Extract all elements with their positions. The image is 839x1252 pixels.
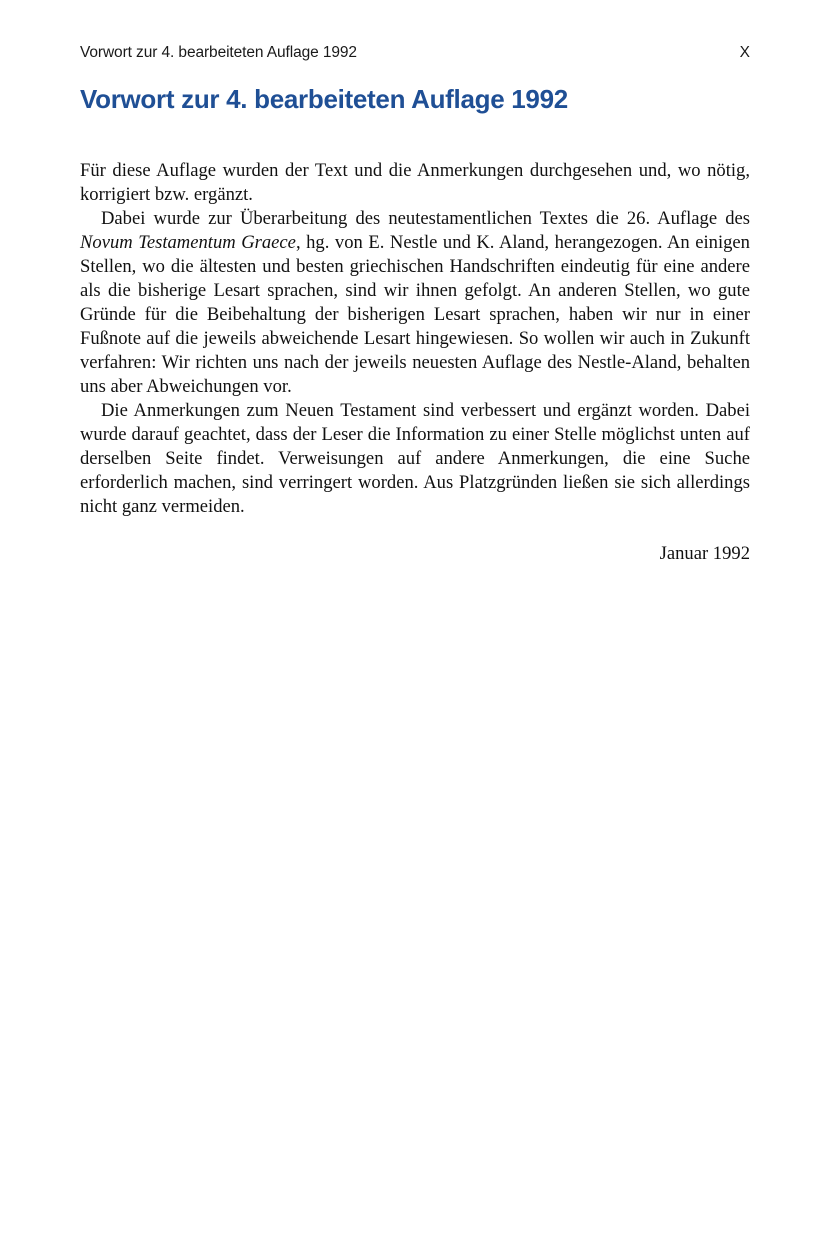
- running-head-title: Vorwort zur 4. bearbeiteten Auflage 1992: [80, 44, 357, 61]
- paragraph-1: Für diese Auflage wurden der Text und die Anmerkungen durchgesehen und, wo nötig, korrigiert bzw. ergänzt.: [80, 160, 750, 205]
- paragraph-2-part-2: , hg. von E. Nestle und K. Aland, herangezogen. An einigen Stellen, wo die ältesten und besten griechischen Handschriften eindeutig für eine andere als die bisherige Lesart sprachen, sind wir ihnen gefolgt. An anderen Stellen, wo gute Gründe für die Beibehaltung der bisherigen Lesart sprachen, haben wir nur in einer Fußnote auf die jeweils abweichende Lesart hingewiesen. So wollen wir auch in Zukunft verfahren: Wir richten uns nach der jeweils neuesten Auflage des Nestle-Aland, behalten uns aber Abweichungen vor.: [80, 232, 750, 397]
- date-line: Januar 1992: [659, 543, 750, 564]
- paragraph-2: [80, 207, 750, 399]
- page-number: X: [739, 44, 750, 61]
- paragraph-2-part-1: Dabei wurde zur Überarbeitung des neutestamentlichen Textes die 26. Auflage des: [101, 208, 750, 229]
- running-head: [80, 44, 750, 68]
- body-text: [80, 159, 750, 519]
- book-title-italic: Novum Testamentum Graece: [80, 232, 296, 253]
- chapter-title: Vorwort zur 4. bearbeiteten Auflage 1992: [80, 84, 568, 114]
- paragraph-3: Die Anmerkungen zum Neuen Testament sind verbessert und ergänzt worden. Dabei wurde darauf geachtet, dass der Leser die Information zu einer Stelle möglichst unten auf derselben Seite findet. Verweisungen auf andere Anmerkungen, die eine Suche erforderlich machen, sind verringert worden. Aus Platzgründen ließen sie sich allerdings nicht ganz vermeiden.: [80, 400, 750, 517]
